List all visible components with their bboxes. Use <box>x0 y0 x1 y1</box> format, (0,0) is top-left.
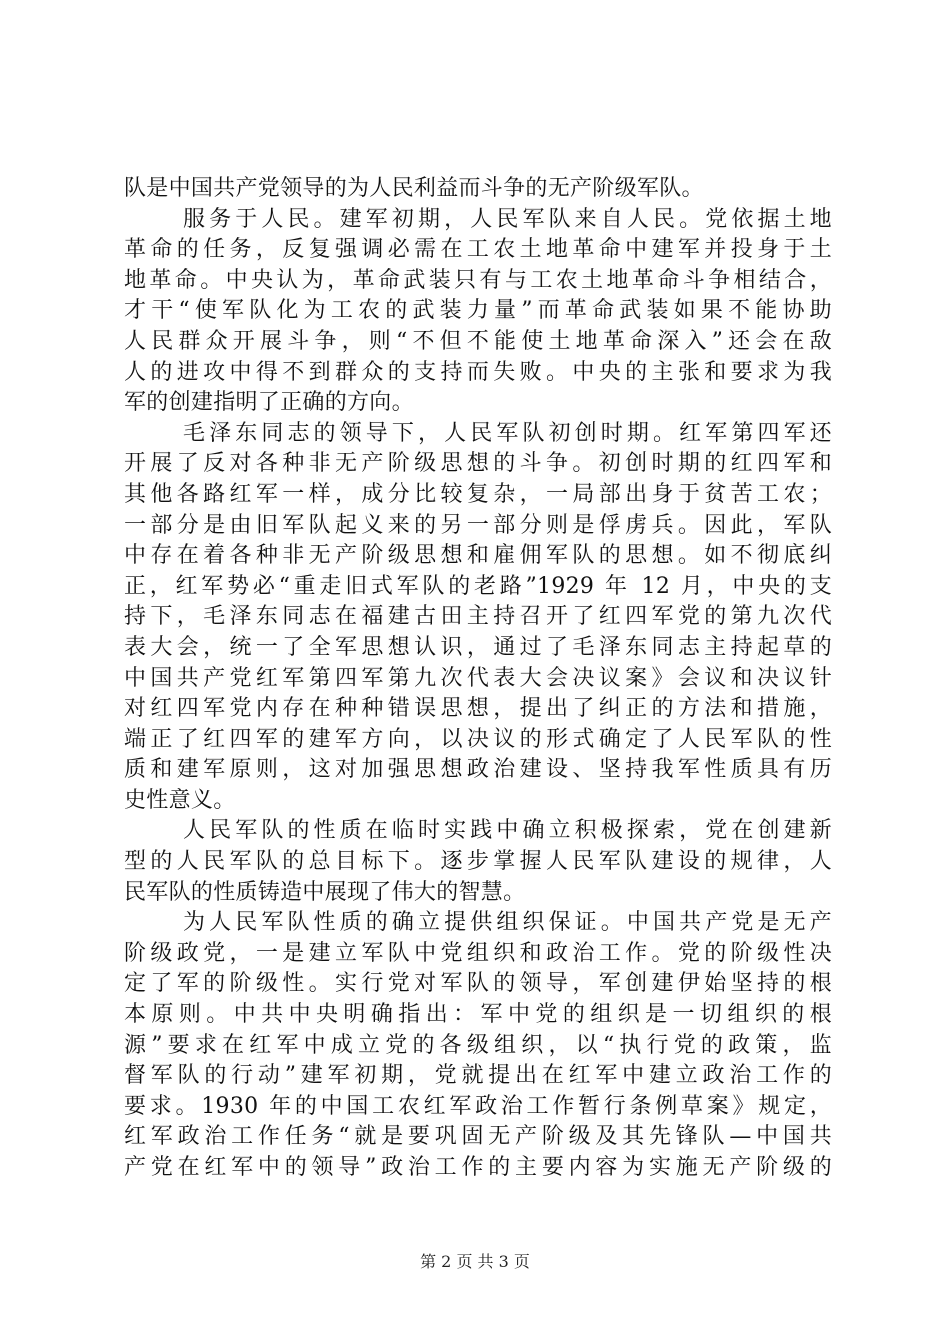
text-line: 要求。1930 年的中国工农红军政治工作暂行条例草案》规定， <box>124 1093 832 1119</box>
text-line: 人的进攻中得不到群众的支持而失败。中央的主张和要求为我 <box>124 359 832 385</box>
text-line: 人民群众开展斗争，则“不但不能使土地革命深入”还会在敌 <box>124 328 832 354</box>
text-line: 人民军队的性质在临时实践中确立积极探索，党在创建新 <box>183 818 832 844</box>
text-line: 产党在红军中的领导”政治工作的主要内容为实施无产阶级的 <box>124 1155 832 1180</box>
text-line: 阶级政党，一是建立军队中党组织和政治工作。党的阶级性决 <box>124 940 832 966</box>
text-line: 民军队的性质铸造中展现了伟大的智慧。 <box>124 879 526 905</box>
text-line: 一部分是由旧军队起义来的另一部分则是俘虏兵。因此，军队 <box>124 512 832 538</box>
text-line: 队是中国共产党领导的为人民利益而斗争的无产阶级军队。 <box>124 176 704 201</box>
text-line: 中存在着各种非无产阶级思想和雇佣军队的思想。如不彻底纠 <box>124 543 832 569</box>
text-line: 红军政治工作任务“就是要巩固无产阶级及其先锋队—中国共 <box>124 1124 832 1150</box>
text-line: 质和建军原则，这对加强思想政治建设、坚持我军性质具有历 <box>124 757 832 783</box>
text-line: 开展了反对各种非无产阶级思想的斗争。初创时期的红四军和 <box>124 451 832 477</box>
text-line: 服务于人民。建军初期，人民军队来自人民。党依据土地 <box>183 206 832 232</box>
text-line: 毛泽东同志的领导下，人民军队初创时期。红军第四军还 <box>183 420 832 446</box>
text-line: 督军队的行动”建军初期，党就提出在红军中建立政治工作的 <box>124 1063 832 1089</box>
text-line: 中国共产党红军第四军第九次代表大会决议案》会议和决议针 <box>124 665 832 691</box>
text-line: 定了军的阶级性。实行党对军队的领导，军创建伊始坚持的根 <box>124 971 832 997</box>
text-line: 型的人民军队的总目标下。逐步掌握人民军队建设的规律，人 <box>124 849 832 875</box>
text-line: 正，红军势必“重走旧式军队的老路”1929 年 12 月，中央的支 <box>124 573 832 599</box>
text-line: 对红四军党内存在种种错误思想，提出了纠正的方法和措施， <box>124 696 832 722</box>
text-line: 为人民军队性质的确立提供组织保证。中国共产党是无产 <box>183 910 832 936</box>
text-line: 源”要求在红军中成立党的各级组织，以“执行党的政策，监 <box>124 1032 832 1058</box>
text-line: 军的创建指明了正确的方向。 <box>124 390 414 416</box>
text-line: 才干“使军队化为工农的武装力量”而革命武装如果不能协助 <box>124 298 832 324</box>
text-line: 史性意义。 <box>124 787 236 813</box>
text-line: 其他各路红军一样，成分比较复杂，一局部出身于贫苦工农； <box>124 481 832 507</box>
text-line: 表大会，统一了全军思想认识，通过了毛泽东同志主持起草的 <box>124 634 832 660</box>
text-line: 本原则。中共中央明确指出：军中党的组织是一切组织的根 <box>124 1002 832 1028</box>
text-line: 持下，毛泽东同志在福建古田主持召开了红四军党的第九次代 <box>124 604 832 630</box>
text-line: 革命的任务，反复强调必需在工农土地革命中建军并投身于土 <box>124 237 832 263</box>
text-line: 地革命。中央认为，革命武装只有与工农土地革命斗争相结合， <box>124 267 832 293</box>
text-line: 端正了红四军的建军方向，以决议的形式确定了人民军队的性 <box>124 726 832 752</box>
body-text <box>124 174 832 1184</box>
page-footer: 第 2 页 共 3 页 <box>420 1252 530 1271</box>
